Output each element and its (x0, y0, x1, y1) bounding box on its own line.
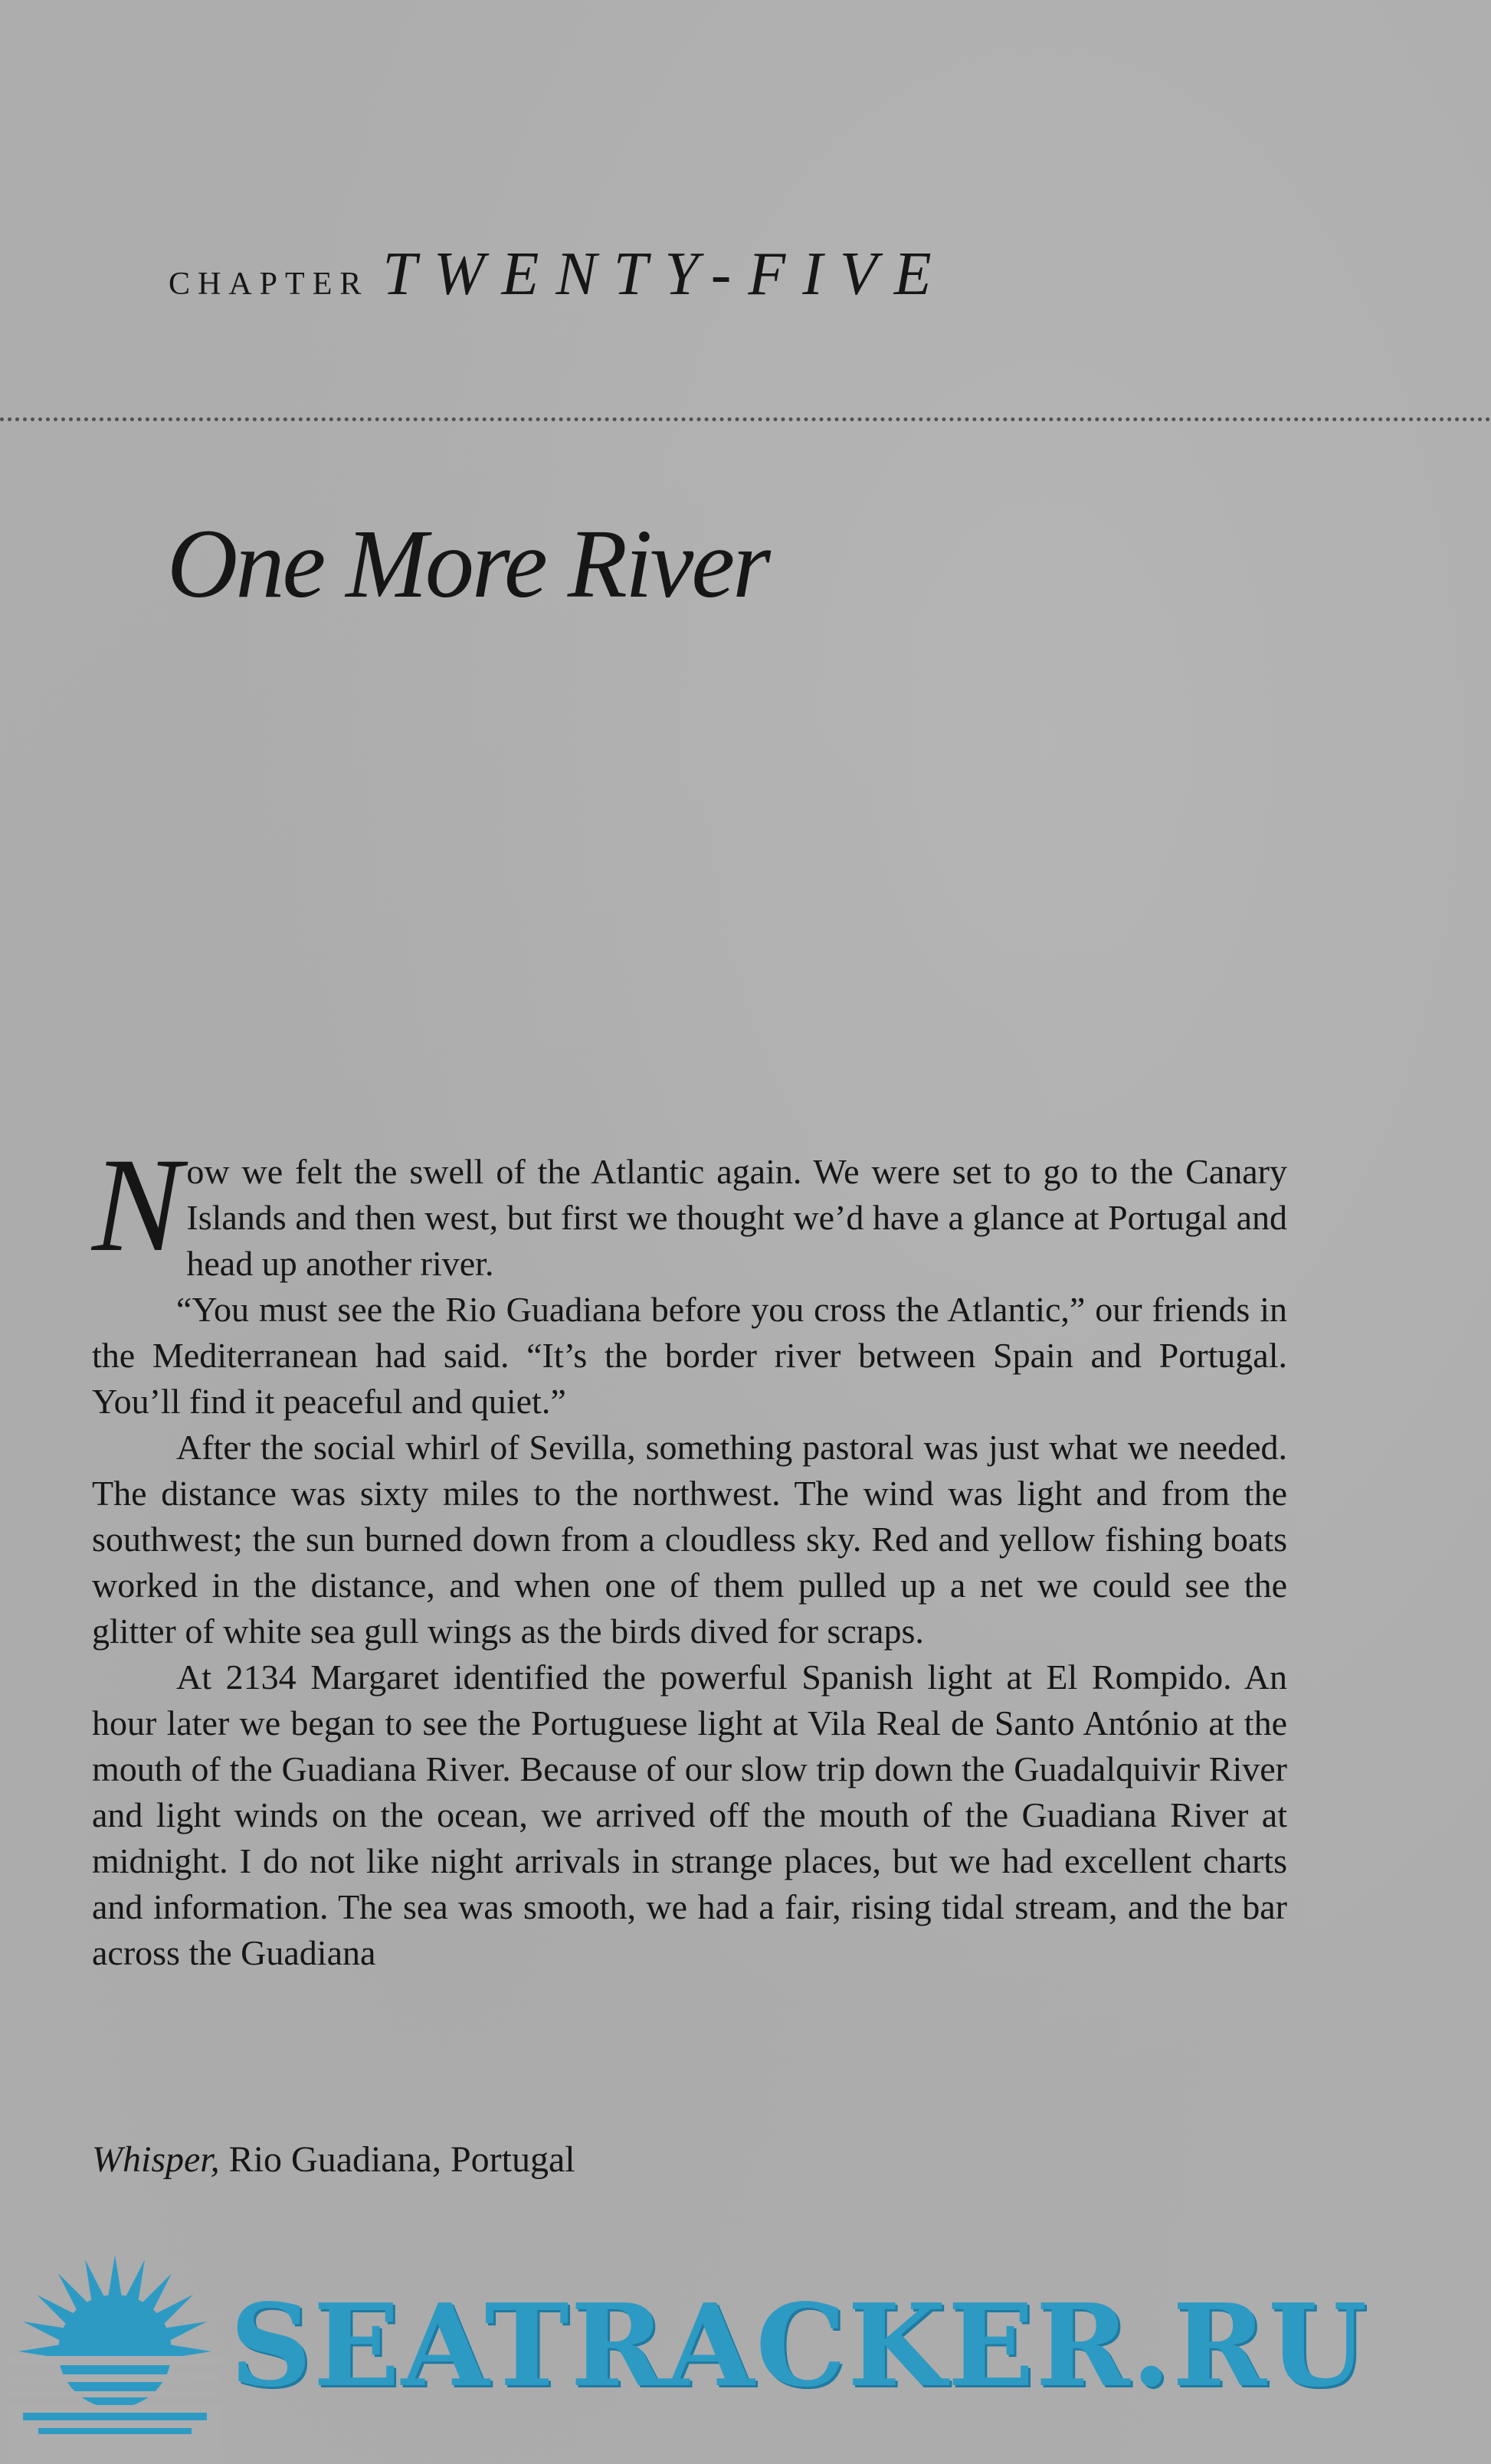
caption-boat-name: Whisper, (92, 2139, 220, 2180)
paragraph-3: After the social whirl of Sevilla, something pastoral was just what we needed. The distance was sixty miles to the northwest. The wind was light and from the southwest; the sun burned down from a cloudless sky. Red and yellow fishing boats worked in the distance, and when one of them pulled up a net we could see the glitter of white sea gull wings as the birds dived for scraps. (92, 1428, 1287, 1651)
paragraph-2: “You must see the Rio Guadiana before you cross the Atlantic,” our friends in the Mediterranean had said. “It’s the border river between Spain and Portugal. You’ll find it peaceful and quiet.” (92, 1290, 1287, 1421)
paragraph-4: At 2134 Margaret identified the powerful Spanish light at El Rompido. An hour later we began to see the Portuguese light at Vila Real de Santo António at the mouth of the Guadiana River. Because of our slow trip down the Guadalquivir River and light winds on the ocean, we arrived off the mouth of the Guadiana River at midnight. I do not like night arrivals in strange places, but we had excellent charts and information. The sea was smooth, we had a fair, rising tidal stream, and the bar across the Guadiana (92, 1657, 1287, 1972)
chapter-label: CHAPTER (169, 267, 369, 302)
photo-caption (92, 2139, 575, 2180)
body-text (92, 1131, 1287, 1976)
watermark-text: SEATRACKER.RU (230, 2279, 1369, 2412)
paragraph-1 (92, 1131, 1287, 1287)
caption-location: Rio Guadiana, Portugal (219, 2139, 575, 2180)
chapter-title: One More River (167, 509, 768, 618)
sun-icon (8, 2255, 222, 2464)
chapter-heading (169, 241, 949, 308)
drop-cap: N (92, 1131, 182, 1280)
chapter-number: TWENTY-FIVE (382, 241, 949, 308)
paragraph-1-text: ow we felt the swell of the Atlantic again. We were set to go to the Canary Islands and then west, but first we thought we’d have a glance at Portugal and head up another river. (186, 1152, 1287, 1283)
dotted-divider (0, 417, 1491, 421)
